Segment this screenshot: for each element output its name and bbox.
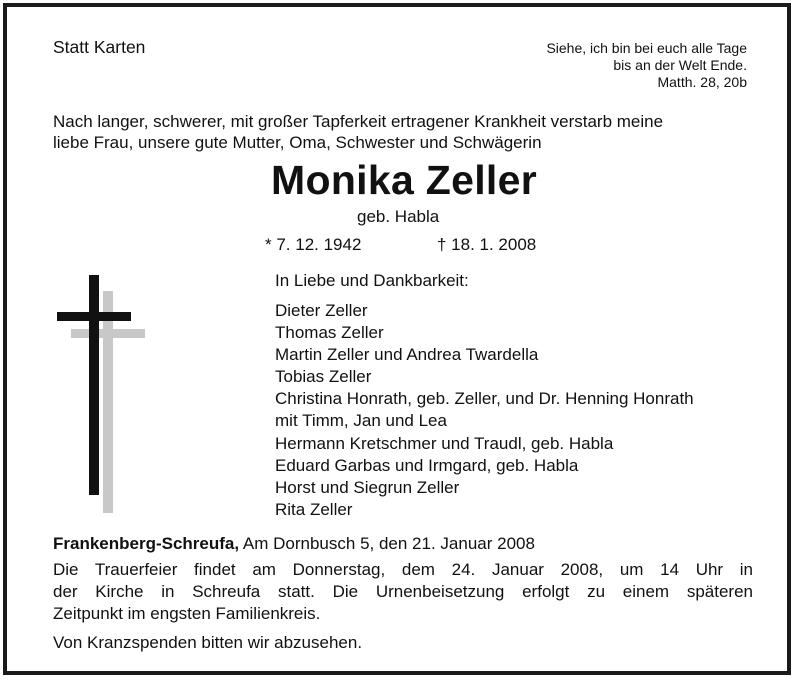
- maiden-name: geb. Habla: [357, 207, 440, 226]
- mourners-heading: In Liebe und Dankbarkeit:: [275, 271, 469, 290]
- death-date: † 18. 1. 2008: [437, 235, 537, 254]
- place-name: Frankenberg-Schreufa,: [53, 534, 240, 553]
- intro-line-2: liebe Frau, unsere gute Mutter, Oma, Schwester und Schwägerin: [53, 133, 542, 152]
- cross-icon: [57, 275, 157, 515]
- obituary-notice: [3, 3, 791, 675]
- intro-text: [53, 111, 663, 153]
- mourner-name: Tobias Zeller: [275, 367, 372, 387]
- verse-line-1: Siehe, ich bin bei euch alle Tage: [546, 40, 747, 56]
- mourner-name: Christina Honrath, geb. Zeller, und Dr. Henning Honrath: [275, 389, 694, 409]
- funeral-line-1: Die Trauerfeier findet am Donnerstag, dem 24. Januar 2008, um 14 Uhr in: [53, 560, 753, 579]
- mourner-name: mit Timm, Jan und Lea: [275, 411, 447, 431]
- funeral-line-3: Zeitpunkt im engsten Familienkreis.: [53, 604, 321, 623]
- wreath-note: Von Kranzspenden bitten wir abzusehen.: [53, 633, 363, 652]
- funeral-details: [53, 559, 753, 625]
- deceased-name: Monika Zeller: [271, 157, 537, 203]
- mourners-list: [275, 300, 694, 521]
- statt-karten-label: Statt Karten: [53, 37, 146, 57]
- verse-reference: Matth. 28, 20b: [657, 74, 747, 90]
- mourner-name: Dieter Zeller: [275, 301, 368, 320]
- mourner-name: Thomas Zeller: [275, 323, 384, 343]
- bible-verse: [546, 40, 747, 91]
- mourner-name: Horst und Siegrun Zeller: [275, 477, 460, 497]
- mourner-name: Hermann Kretschmer und Traudl, geb. Habla: [275, 433, 614, 453]
- intro-line-1: Nach langer, schwerer, mit großer Tapferkeit ertragener Krankheit verstarb meine: [53, 112, 664, 131]
- birth-date: * 7. 12. 1942: [265, 235, 362, 254]
- address-date: Am Dornbusch 5, den 21. Januar 2008: [242, 534, 535, 553]
- place-date-line: [53, 534, 535, 554]
- mourner-name: Martin Zeller und Andrea Twardella: [275, 345, 539, 365]
- verse-line-2: bis an der Welt Ende.: [613, 57, 747, 73]
- mourner-name: Eduard Garbas und Irmgard, geb. Habla: [275, 455, 579, 475]
- mourner-name: Rita Zeller: [275, 499, 353, 519]
- funeral-line-2: der Kirche in Schreufa statt. Die Urnenbeisetzung erfolgt zu einem späteren: [53, 582, 753, 601]
